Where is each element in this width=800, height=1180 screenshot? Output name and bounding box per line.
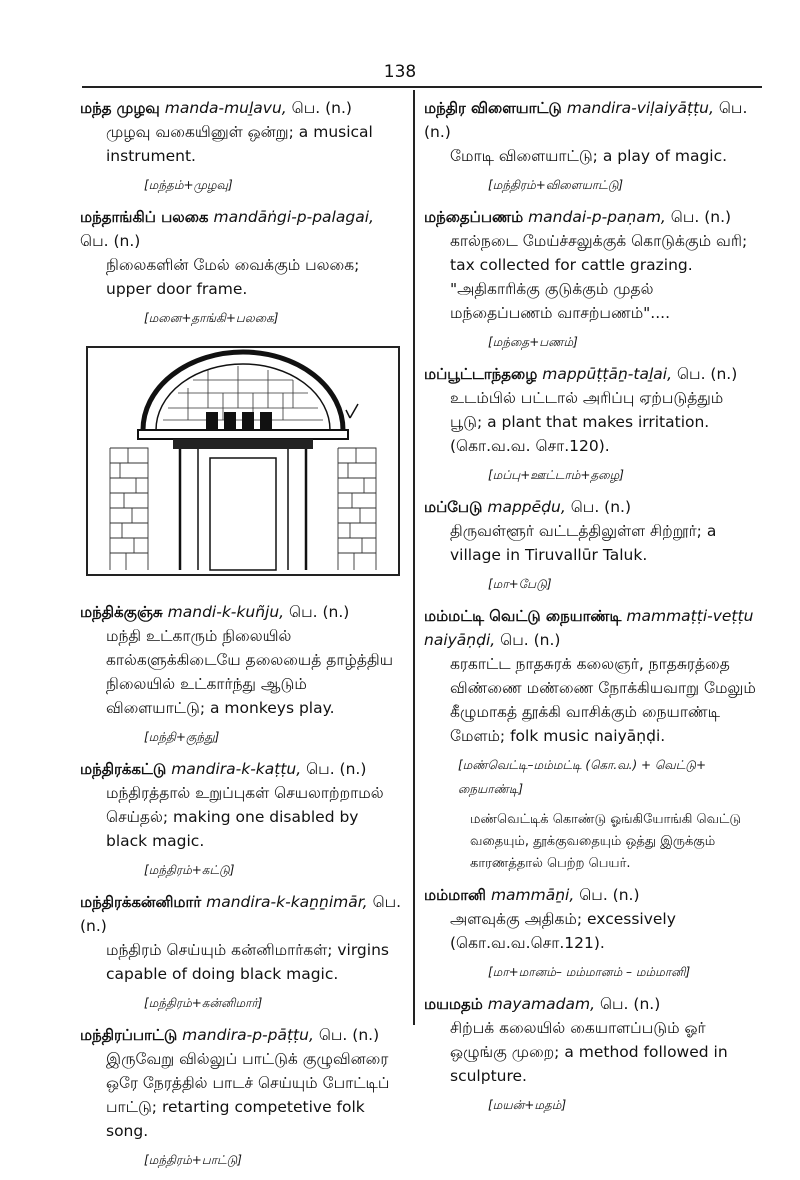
headword: மந்திரக்கட்டு	[80, 760, 167, 778]
dictionary-entry	[80, 205, 402, 330]
headword: மந்திர விளையாட்டு	[424, 99, 562, 117]
definition: திருவள்ளூர் வட்டத்திலுள்ள சிற்றூர்; a village in Tiruvallūr Taluk.	[450, 522, 717, 564]
part-of-speech: பெ. (n.)	[289, 603, 350, 621]
part-of-speech: பெ. (n.)	[500, 631, 561, 649]
etymology: [மா+மானம்– மம்மானம் – மம்மானி]	[488, 965, 691, 979]
transliteration: mappēḍu,	[487, 498, 566, 516]
part-of-speech: பெ. (n.)	[424, 99, 748, 141]
transliteration: mandira-p-pāṭṭu,	[182, 1026, 314, 1044]
dictionary-entry	[80, 757, 402, 882]
transliteration: mappūṭṭāṉ-taḻai,	[542, 365, 673, 383]
dictionary-entry	[424, 883, 760, 984]
definition: மந்திரம் செய்யும் கன்னிமார்கள்; virgins capable of doing black magic.	[106, 941, 389, 983]
headword: மந்திக்குஞ்சு	[80, 603, 163, 621]
dictionary-entry	[80, 1023, 402, 1172]
page-number: 138	[383, 62, 417, 82]
part-of-speech: பெ. (n.)	[676, 365, 738, 383]
transliteration: mayamadam,	[487, 995, 596, 1013]
part-of-speech: பெ. (n.)	[599, 995, 661, 1013]
transliteration: manda-muḻavu,	[164, 99, 287, 117]
headword: மந்திரப்பாட்டு	[80, 1026, 178, 1044]
definition: இருவேறு வில்லுப் பாட்டுக் குழுவினரை ஒரே நேரத்தில் பாடச் செய்யும் போட்டிப் பாட்டு; retarting competetive folk song.	[106, 1050, 390, 1140]
part-of-speech: பெ. (n.)	[570, 498, 632, 516]
transliteration: mandi-k-kuñju,	[167, 603, 285, 621]
definition: கால்நடை மேய்ச்சலுக்குக் கொடுக்கும் வரி; tax collected for cattle grazing. "அதிகாரிக்கு குடுக்கும் முதல் மந்தைப்பணம் வாசற்பணம்"....	[450, 232, 748, 322]
usage-note: மண்வெட்டிக் கொண்டு ஓங்கியோங்கி வெட்டு வதையும், தூக்குவதையும் ஒத்து இருக்கும் காரணத்தால் பெற்ற பெயர்.	[470, 812, 742, 871]
transliteration: mammāṉi,	[490, 886, 575, 904]
dictionary-entry	[80, 600, 402, 749]
definition: முழவு வகையினுள் ஒன்று; a musical instrument.	[106, 123, 373, 165]
definition: மோடி விளையாட்டு; a play of magic.	[450, 147, 728, 165]
dictionary-entry	[424, 205, 760, 354]
dictionary-entry	[424, 96, 760, 197]
transliteration: mandira-k-kaṭṭu,	[171, 760, 302, 778]
door-frame-illustration	[86, 346, 400, 576]
definition: நிலைகளின் மேல் வைக்கும் பலகை; upper door frame.	[106, 256, 360, 298]
transliteration: mandai-p-paṇam,	[528, 208, 666, 226]
part-of-speech: பெ. (n.)	[80, 232, 141, 250]
part-of-speech: பெ. (n.)	[579, 886, 640, 904]
definition: கரகாட்ட நாதசுரக் கலைஞர், நாதசுரத்தை விண்ணை மண்ணை நோக்கியவாறு மேலும் கீழுமாகத் தூக்கி வாசிக்கும் நையாண்டி மேளம்; folk music naiyāṇḍi.	[450, 655, 756, 745]
etymology: [மனை+தாங்கி+பலகை]	[144, 311, 279, 325]
column-divider	[413, 90, 415, 1025]
part-of-speech: பெ. (n.)	[306, 760, 367, 778]
dictionary-entry	[424, 604, 760, 875]
headword: மந்தாங்கிப் பலகை	[80, 208, 209, 226]
etymology: [மந்திரம்+கன்னிமார்]	[144, 996, 263, 1010]
etymology: [மந்தம்+முழவு]	[144, 178, 233, 192]
etymology: [மந்தை+பணம்]	[488, 335, 578, 349]
transliteration: mandira-viḷaiyāṭṭu,	[566, 99, 714, 117]
etymology: [மப்பு+ஊட்டாம்+தழை]	[488, 468, 624, 482]
right-column	[424, 96, 760, 1125]
headword: மந்திரக்கன்னிமார்	[80, 893, 202, 911]
definition: சிற்பக் கலையில் கையாளப்படும் ஓர் ஒழுங்கு முறை; a method followed in sculpture.	[450, 1019, 728, 1085]
left-column	[80, 96, 402, 1180]
headword: மயமதம்	[424, 995, 483, 1013]
definition: மந்தி உட்காரும் நிலையில் கால்களுக்கிடையே தலையைத் தாழ்த்திய நிலையில் உட்கார்ந்து ஆடும் விளையாட்டு; a monkeys play.	[106, 627, 393, 717]
header-rule	[82, 86, 762, 88]
part-of-speech: பெ. (n.)	[670, 208, 732, 226]
headword: மப்பேடு	[424, 498, 483, 516]
transliteration: mandāṅgi-p-palagai,	[213, 208, 374, 226]
dictionary-entry	[424, 992, 760, 1117]
transliteration: mammaṭṭi-veṭṭu naiyāṇḍi,	[424, 607, 754, 649]
part-of-speech: பெ. (n.)	[80, 893, 402, 935]
etymology: [மந்தி+குந்து]	[144, 730, 220, 744]
headword: மம்மானி	[424, 886, 486, 904]
definition: உடம்பில் பட்டால் அரிப்பு ஏற்படுத்தும் பூடு; a plant that makes irritation. (கொ.வ.வ. சொ.120).	[450, 389, 724, 455]
etymology: [மந்திரம்+விளையாட்டு]	[488, 178, 624, 192]
etymology: [மண்வெட்டி–மம்மட்டி (கொ.வ.) + வெட்டு+ நையாண்டி]	[458, 758, 707, 796]
dictionary-entry	[80, 96, 402, 197]
part-of-speech: பெ. (n.)	[291, 99, 352, 117]
dictionary-entry	[424, 495, 760, 596]
etymology: [மந்திரம்+பாட்டு]	[144, 1153, 242, 1167]
part-of-speech: பெ. (n.)	[318, 1026, 380, 1044]
headword: மந்தைப்பணம்	[424, 208, 524, 226]
headword: மந்த முழவு	[80, 99, 160, 117]
headword: மப்பூட்டாந்தழை	[424, 365, 538, 383]
definition: மந்திரத்தால் உறுப்புகள் செயலாற்றாமல் செய்தல்; making one disabled by black magic.	[106, 784, 384, 850]
door-frame-drawing	[88, 348, 398, 574]
etymology: [மந்திரம்+கட்டு]	[144, 863, 235, 877]
transliteration: mandira-k-kaṉṉimār,	[206, 893, 368, 911]
etymology: [மா+பேடு]	[488, 577, 552, 591]
headword: மம்மட்டி வெட்டு நையாண்டி	[424, 607, 622, 625]
definition: அளவுக்கு அதிகம்; excessively (கொ.வ.வ.சொ.121).	[450, 910, 676, 952]
dictionary-entry	[424, 362, 760, 487]
etymology: [மயன்+மதம்]	[488, 1098, 567, 1112]
dictionary-entry	[80, 890, 402, 1015]
